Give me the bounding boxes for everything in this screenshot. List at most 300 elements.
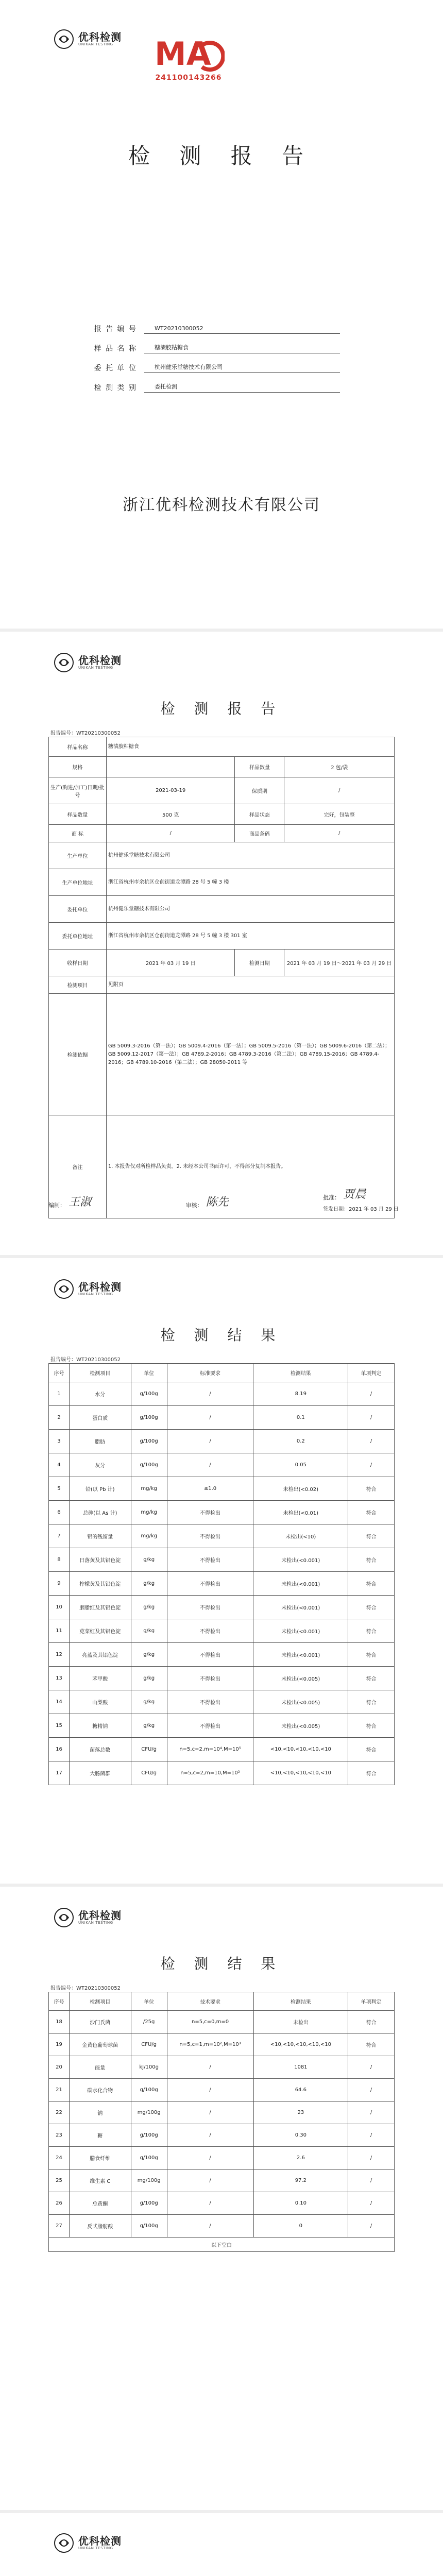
table-cell: / — [348, 1430, 395, 1453]
table-cell: 未检出(<0.005) — [253, 1667, 348, 1690]
table-cell: 不得检出 — [167, 1524, 253, 1548]
cma-mark — [152, 36, 225, 82]
table-cell: 山梨酸 — [69, 1690, 131, 1714]
table-cell: 3 — [49, 1430, 70, 1453]
table-row — [49, 1619, 395, 1643]
info-label: 商 标 — [49, 825, 107, 842]
report-number: 报告编号：WT20210300052 — [50, 731, 121, 736]
table-cell: 不得检出 — [167, 1596, 253, 1619]
column-header: 标准要求 — [167, 1364, 253, 1382]
table-cell: / — [348, 1406, 395, 1430]
table-cell: g/kg — [131, 1619, 167, 1643]
table-cell: / — [167, 1406, 253, 1430]
info-row — [49, 757, 395, 777]
info-page — [0, 629, 443, 1255]
cover-title: 检 测 报 告 — [128, 143, 315, 168]
info-value: 杭州健乐堂糖技术有限公司 — [106, 896, 394, 923]
info-value: / — [106, 825, 235, 842]
table-cell: mg/100g — [131, 2170, 167, 2192]
table-cell: 0.2 — [253, 1430, 348, 1453]
column-header: 单项判定 — [348, 1364, 395, 1382]
info-label: 生产单位地址 — [49, 869, 107, 896]
cover-field-label: 样 品 名 称 — [94, 345, 137, 353]
table-cell: 总砷(以 As 计) — [69, 1501, 131, 1524]
table-cell: 符合 — [348, 1501, 395, 1524]
logo-name: 优科检测 — [78, 2534, 122, 2547]
table-cell: mg/kg — [131, 1501, 167, 1524]
info-value: 2021 年 03 月 19 日 — [106, 950, 235, 976]
table-cell: 27 — [49, 2215, 70, 2238]
table-cell: g/kg — [131, 1690, 167, 1714]
signer-line — [323, 1185, 366, 1201]
table-cell: 22 — [49, 2102, 70, 2124]
table-cell: 符合 — [348, 1524, 395, 1548]
table-cell: / — [167, 1382, 253, 1406]
header-logo — [54, 1279, 122, 1299]
table-cell: CFU/g — [131, 2033, 167, 2056]
info-label: 委托单位 — [49, 896, 107, 923]
signer-line — [186, 1193, 229, 1209]
svg-text:MA: MA — [155, 36, 211, 72]
table-cell: g/100g — [131, 2192, 167, 2215]
table-cell: 日落黄及其铝色淀 — [69, 1548, 131, 1572]
table-cell: 20 — [49, 2056, 70, 2079]
info-label: 生产单位 — [49, 842, 107, 869]
table-cell: / — [167, 1430, 253, 1453]
info-value-2: 完好，包装整 — [284, 804, 395, 825]
info-row — [49, 842, 395, 869]
cover-field-row — [72, 314, 340, 334]
table-row — [49, 2124, 395, 2147]
table-cell: 菌落总数 — [69, 1738, 131, 1761]
signer-date: 签发日期：2021 年 03 月 29 日 — [323, 1207, 399, 1212]
table-cell: g/kg — [131, 1714, 167, 1738]
table-cell: 0.30 — [253, 2124, 348, 2147]
table-cell: 6 — [49, 1501, 70, 1524]
table-cell: 未检出(<0.001) — [253, 1643, 348, 1667]
table-cell: 符合 — [348, 1596, 395, 1619]
info-label: 备注 — [49, 1115, 107, 1218]
column-header: 检测项目 — [69, 1992, 131, 2011]
table-cell: 11 — [49, 1619, 70, 1643]
unikan-logo-icon — [54, 29, 74, 49]
table-cell: 不得检出 — [167, 1501, 253, 1524]
cover-field-value: 糖渍胶粘糖食 — [144, 343, 340, 353]
table-cell: 19 — [49, 2033, 70, 2056]
table-cell: 0.10 — [253, 2192, 348, 2215]
table-cell: 能量 — [69, 2056, 131, 2079]
header-logo — [54, 652, 122, 673]
page-title: 检 测 报 告 — [160, 700, 283, 717]
unikan-logo-icon — [54, 1907, 74, 1928]
table-cell: 25 — [49, 2170, 70, 2192]
table-cell: 24 — [49, 2147, 70, 2170]
info-row — [49, 737, 395, 757]
table-cell: 18 — [49, 2011, 70, 2033]
table-cell: 9 — [49, 1572, 70, 1596]
page-title: 检 测 结 果 — [160, 1955, 283, 1972]
table-cell: 未检出 — [253, 2011, 348, 2033]
logo-name: 优科检测 — [78, 1280, 122, 1293]
table-cell: 15 — [49, 1714, 70, 1738]
info-row — [49, 896, 395, 923]
table-cell: 符合 — [348, 1477, 395, 1501]
table-cell: 12 — [49, 1643, 70, 1667]
table-cell: g/100g — [131, 2215, 167, 2238]
cover-field-row — [72, 334, 340, 353]
info-value: 糖渍胶粘糖食 — [106, 737, 394, 757]
info-table — [48, 737, 395, 1218]
table-cell: CFU/g — [131, 1761, 167, 1785]
table-cell: 反式脂肪酸 — [69, 2215, 131, 2238]
info-value: 2021-03-19 — [106, 777, 235, 804]
table-cell: / — [167, 2102, 253, 2124]
cover-field-label: 检 测 类 别 — [94, 384, 137, 392]
table-cell: g/kg — [131, 1643, 167, 1667]
table-cell: 铅(以 Pb 计) — [69, 1477, 131, 1501]
table-row — [49, 1524, 395, 1548]
table-cell: g/100g — [131, 2147, 167, 2170]
column-header: 检测结果 — [253, 1364, 348, 1382]
info-value: 杭州健乐堂糖技术有限公司 — [106, 842, 394, 869]
info-row — [49, 994, 395, 1115]
table-cell: / — [167, 2056, 253, 2079]
logo-name: 优科检测 — [78, 1909, 122, 1922]
table-cell: / — [348, 2124, 395, 2147]
results-page-1 — [0, 1255, 443, 1884]
signer-line — [48, 1193, 91, 1209]
table-row — [49, 2215, 395, 2238]
table-cell: mg/kg — [131, 1524, 167, 1548]
cma-logo-icon — [152, 36, 225, 72]
table-cell: 苋菜红及其铝色淀 — [69, 1619, 131, 1643]
table-cell: 符合 — [348, 1667, 395, 1690]
table-cell: 符合 — [348, 1738, 395, 1761]
table-end-row — [49, 2238, 395, 2252]
table-cell: g/100g — [131, 2124, 167, 2147]
table-cell: / — [348, 2192, 395, 2215]
logo-english: UNIKAN TESTING — [78, 2546, 113, 2550]
cover-field-label: 委 托 单 位 — [94, 364, 137, 372]
table-row — [49, 2011, 395, 2033]
table-cell: 16 — [49, 1738, 70, 1761]
table-cell: / — [348, 2079, 395, 2102]
table-cell: 1081 — [253, 2056, 348, 2079]
cma-code: 241100143266 — [155, 74, 222, 82]
table-cell: 64.6 — [253, 2079, 348, 2102]
info-row — [49, 869, 395, 896]
table-cell: / — [348, 2102, 395, 2124]
logo-english: UNIKAN TESTING — [78, 42, 113, 46]
table-cell: 维生素 C — [69, 2170, 131, 2192]
info-value: 见附页 — [106, 976, 394, 994]
table-row — [49, 2033, 395, 2056]
table-cell: mg/kg — [131, 1477, 167, 1501]
table-cell: 胭脂红及其铝色淀 — [69, 1596, 131, 1619]
table-cell: 脂肪 — [69, 1430, 131, 1453]
logo-name: 优科检测 — [78, 30, 122, 43]
table-cell: / — [348, 2147, 395, 2170]
signer — [323, 1185, 399, 1212]
table-cell: 5 — [49, 1477, 70, 1501]
table-cell: 符合 — [348, 1761, 395, 1785]
cover-field-row — [72, 353, 340, 373]
table-cell: 碳水化合物 — [69, 2079, 131, 2102]
logo-name: 优科检测 — [78, 654, 122, 667]
table-cell: 蛋白质 — [69, 1406, 131, 1430]
table-cell: 未检出(<0.001) — [253, 1619, 348, 1643]
table-cell: n=5,c=2,m=10,M=10² — [167, 1761, 253, 1785]
table-cell: 符合 — [348, 2011, 395, 2033]
signature-row — [48, 1185, 399, 1212]
table-cell: 糖精钠 — [69, 1714, 131, 1738]
table-cell: 膳食纤维 — [69, 2147, 131, 2170]
table-row — [49, 1477, 395, 1501]
table-row — [49, 2102, 395, 2124]
table-row — [49, 1643, 395, 1667]
info-row — [49, 804, 395, 825]
table-row — [49, 2056, 395, 2079]
info-label: 收样日期 — [49, 950, 107, 976]
report-number: 报告编号：WT20210300052 — [50, 1357, 121, 1363]
table-row — [49, 1572, 395, 1596]
info-value — [106, 757, 235, 777]
table-cell: g/100g — [131, 2079, 167, 2102]
statement-page — [0, 2510, 443, 2576]
table-cell: 不得检出 — [167, 1667, 253, 1690]
table-row — [49, 1453, 395, 1477]
table-cell: 0 — [253, 2215, 348, 2238]
results-table-1 — [48, 1363, 395, 1785]
table-cell: 符合 — [348, 1572, 395, 1596]
signer-role: 批准： — [323, 1194, 340, 1201]
signer-role: 编制： — [48, 1202, 65, 1209]
table-row — [49, 1738, 395, 1761]
table-row — [49, 1714, 395, 1738]
info-row — [49, 950, 395, 976]
table-cell: 水分 — [69, 1382, 131, 1406]
results-page-2 — [0, 1884, 443, 2510]
table-cell: kJ/100g — [131, 2056, 167, 2079]
info-label-2: 样品数量 — [235, 757, 284, 777]
table-cell: 未检出(<0.02) — [253, 1477, 348, 1501]
table-cell: 23 — [253, 2102, 348, 2124]
report-number: 报告编号：WT20210300052 — [50, 1986, 121, 1991]
table-cell: / — [167, 2192, 253, 2215]
signer — [186, 1193, 229, 1212]
table-cell: mg/100g — [131, 2102, 167, 2124]
table-cell: 2 — [49, 1406, 70, 1430]
table-row — [49, 2079, 395, 2102]
table-cell: 未检出(<0.001) — [253, 1596, 348, 1619]
info-value: 1. 本报告仅对所检样品负责。2. 未经本公司书面许可，不得部分复制本报告。 — [106, 1115, 394, 1218]
table-row — [49, 1430, 395, 1453]
header-logo — [54, 2533, 122, 2553]
table-cell: 不得检出 — [167, 1690, 253, 1714]
table-cell: 8 — [49, 1548, 70, 1572]
table-cell: 97.2 — [253, 2170, 348, 2192]
logo-english: UNIKAN TESTING — [78, 665, 113, 670]
table-cell: 符合 — [348, 2033, 395, 2056]
table-cell: 沙门氏菌 — [69, 2011, 131, 2033]
column-header: 单项判定 — [348, 1992, 395, 2011]
info-label: 样品数量 — [49, 804, 107, 825]
table-cell: 不得检出 — [167, 1714, 253, 1738]
info-label: 委托单位地址 — [49, 923, 107, 950]
table-cell: <10,<10,<10,<10,<10 — [253, 1761, 348, 1785]
info-row — [49, 923, 395, 950]
table-cell: <10,<10,<10,<10,<10 — [253, 2033, 348, 2056]
info-label: 样品名称 — [49, 737, 107, 757]
table-cell: 总黄酮 — [69, 2192, 131, 2215]
table-cell: 0.1 — [253, 1406, 348, 1430]
info-label: 检测项目 — [49, 976, 107, 994]
table-cell: 0.05 — [253, 1453, 348, 1477]
logo-english: UNIKAN TESTING — [78, 1292, 113, 1296]
table-cell: 不得检出 — [167, 1572, 253, 1596]
column-header: 序号 — [49, 1992, 70, 2011]
signature: 陈先 — [206, 1196, 229, 1209]
cover-field-value: 委托检测 — [144, 382, 340, 393]
table-cell: n=5,c=2,m=10⁴,M=10⁵ — [167, 1738, 253, 1761]
table-cell: / — [167, 2215, 253, 2238]
unikan-logo-icon — [54, 1279, 74, 1299]
table-cell: /25g — [131, 2011, 167, 2033]
table-row — [49, 1667, 395, 1690]
table-cell: 23 — [49, 2124, 70, 2147]
table-cell: 未检出(<0.005) — [253, 1714, 348, 1738]
table-cell: 符合 — [348, 1548, 395, 1572]
table-cell: 10 — [49, 1596, 70, 1619]
info-row — [49, 976, 395, 994]
table-cell: 铝的残留量 — [69, 1524, 131, 1548]
info-value-2: / — [284, 825, 395, 842]
cover-company: 浙江优科检测技术有限公司 — [123, 496, 320, 514]
table-end-note: 以下空白 — [49, 2238, 395, 2252]
table-row — [49, 2147, 395, 2170]
table-cell: / — [167, 1453, 253, 1477]
table-cell: g/100g — [131, 1430, 167, 1453]
table-cell: 亮蓝及其铝色淀 — [69, 1643, 131, 1667]
table-cell: / — [348, 1382, 395, 1406]
table-cell: / — [348, 2056, 395, 2079]
table-cell: 不得检出 — [167, 1619, 253, 1643]
table-cell: 2.6 — [253, 2147, 348, 2170]
table-cell: 符合 — [348, 1619, 395, 1643]
info-value-2: / — [284, 777, 395, 804]
table-cell: 灰分 — [69, 1453, 131, 1477]
table-cell: / — [167, 2147, 253, 2170]
table-cell: g/kg — [131, 1548, 167, 1572]
table-cell: g/kg — [131, 1667, 167, 1690]
table-cell: 未检出(<0.001) — [253, 1572, 348, 1596]
logo-english: UNIKAN TESTING — [78, 1920, 113, 1925]
table-cell: 糖 — [69, 2124, 131, 2147]
info-value: 500 克 — [106, 804, 235, 825]
table-cell: 符合 — [348, 1690, 395, 1714]
table-cell: / — [167, 2124, 253, 2147]
table-row — [49, 1406, 395, 1430]
table-row — [49, 1761, 395, 1785]
cover-field-value: 杭州健乐堂糖技术有限公司 — [144, 363, 340, 373]
column-header: 检测结果 — [253, 1992, 348, 2011]
table-cell: / — [167, 2079, 253, 2102]
info-value: 浙江省杭州市余杭区仓前街道龙潭路 28 号 5 幢 3 楼 — [106, 869, 394, 896]
table-cell: <10,<10,<10,<10,<10 — [253, 1738, 348, 1761]
table-cell: 21 — [49, 2079, 70, 2102]
table-cell: / — [348, 1453, 395, 1477]
table-cell: g/100g — [131, 1453, 167, 1477]
table-cell: 不得检出 — [167, 1643, 253, 1667]
cover-field-row — [72, 373, 340, 393]
column-header: 单位 — [131, 1364, 167, 1382]
unikan-logo-icon — [54, 652, 74, 673]
table-cell: 7 — [49, 1524, 70, 1548]
table-cell: 未检出(<0.005) — [253, 1690, 348, 1714]
table-cell: 符合 — [348, 1643, 395, 1667]
table-row — [49, 1596, 395, 1619]
cover-page — [0, 0, 443, 629]
table-cell: n=5,c=0,m=0 — [167, 2011, 253, 2033]
table-cell: / — [348, 2215, 395, 2238]
results-table-2 — [48, 1992, 395, 2252]
table-row — [49, 1548, 395, 1572]
table-cell: g/kg — [131, 1572, 167, 1596]
info-label-2: 商品条码 — [235, 825, 284, 842]
info-value: GB 5009.3-2016（第一法）；GB 5009.4-2016（第一法）；GB 5009.5-2016（第一法）；GB 5009.6-2016（第二法）；GB 5009.12-2017（第一法）；GB 4789.2-2016；GB 4789.3-2016（第二法）；GB 4789.15-2016；GB 4789.4-2016；GB 4789.10-2016（第二法）；GB 28050-2011 等 — [106, 994, 394, 1115]
table-cell: 26 — [49, 2192, 70, 2215]
column-header: 单位 — [131, 1992, 167, 2011]
header-logo — [54, 1907, 122, 1928]
cover-field-label: 报 告 编 号 — [94, 325, 137, 333]
table-cell: 8.19 — [253, 1382, 348, 1406]
info-label: 规格 — [49, 757, 107, 777]
info-label-2: 样品状态 — [235, 804, 284, 825]
table-cell: 未检出(<0.01) — [253, 1501, 348, 1524]
table-cell: 大肠菌群 — [69, 1761, 131, 1785]
info-label: 检测依据 — [49, 994, 107, 1115]
info-label-2: 检测日期 — [235, 950, 284, 976]
info-row — [49, 777, 395, 804]
table-cell: 4 — [49, 1453, 70, 1477]
signature: 王淑 — [69, 1196, 92, 1209]
table-cell: g/100g — [131, 1382, 167, 1406]
table-row — [49, 1690, 395, 1714]
info-value-2: 2021 年 03 月 19 日～2021 年 03 月 29 日 — [284, 950, 395, 976]
table-row — [49, 1501, 395, 1524]
table-cell: n=5,c=1,m=10²,M=10³ — [167, 2033, 253, 2056]
unikan-logo-icon — [54, 2533, 74, 2553]
info-label: 生产(购进/加工)日期/批号 — [49, 777, 107, 804]
table-cell: g/100g — [131, 1406, 167, 1430]
header-logo — [54, 29, 122, 49]
cover-fields — [72, 314, 340, 393]
table-cell: 14 — [49, 1690, 70, 1714]
info-label-2: 保质期 — [235, 777, 284, 804]
table-cell: 柠檬黄及其铝色淀 — [69, 1572, 131, 1596]
column-header: 检测项目 — [69, 1364, 131, 1382]
column-header: 技术要求 — [167, 1992, 253, 2011]
table-row — [49, 2192, 395, 2215]
table-cell: g/kg — [131, 1596, 167, 1619]
table-cell: 苯甲酸 — [69, 1667, 131, 1690]
table-cell: CFU/g — [131, 1738, 167, 1761]
table-cell: / — [348, 2170, 395, 2192]
table-cell: 钠 — [69, 2102, 131, 2124]
table-row — [49, 1382, 395, 1406]
info-row — [49, 825, 395, 842]
table-cell: 不得检出 — [167, 1548, 253, 1572]
